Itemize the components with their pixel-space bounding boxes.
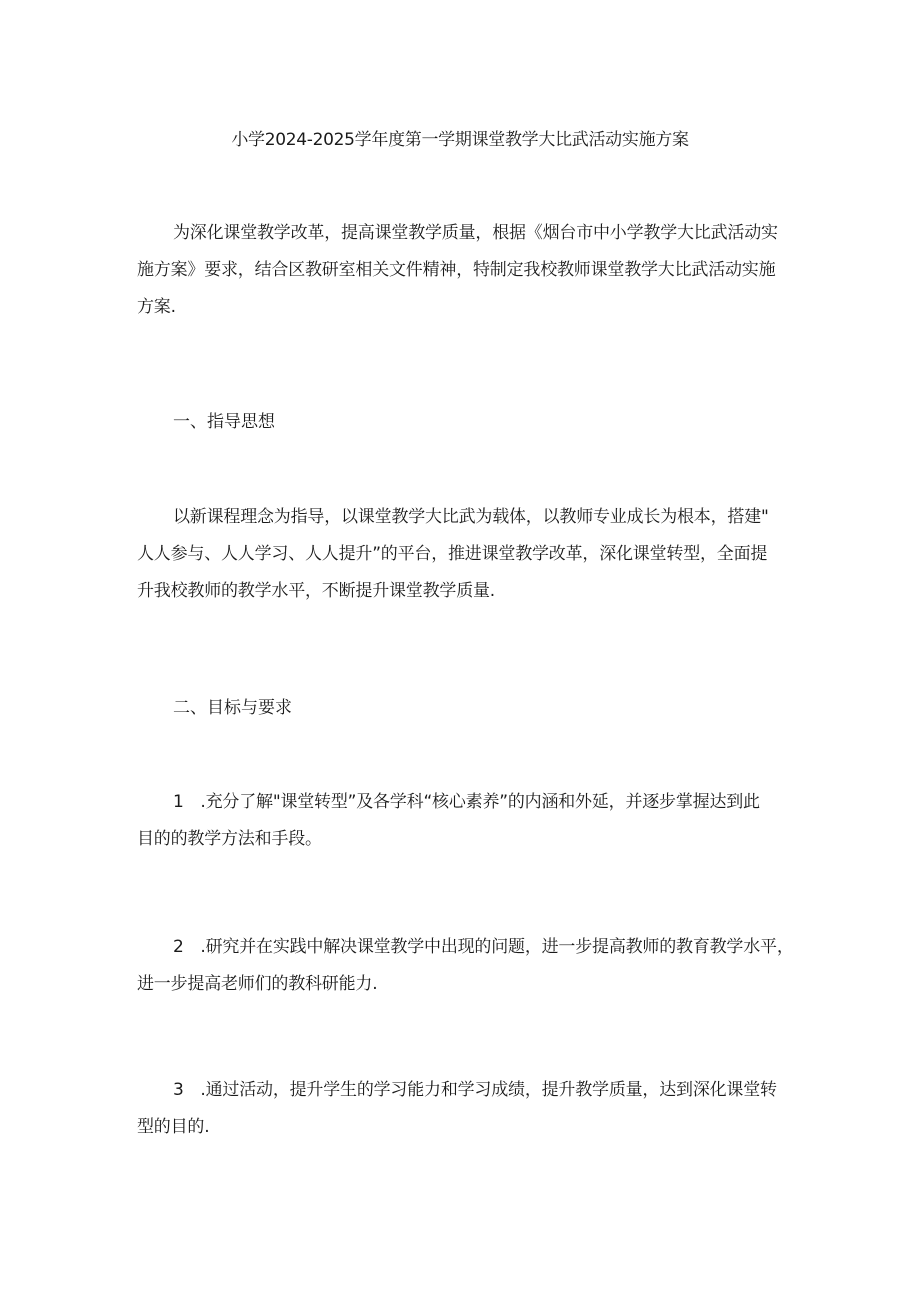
goal-item-2 (137, 929, 794, 1003)
intro-line: 方案. (137, 297, 176, 317)
paragraph-line: 以新课程理念为指导，以课堂教学大比武为载体，以教师专业成长为根本，搭建" (173, 507, 769, 527)
intro-paragraph (137, 215, 787, 326)
goal-item-3 (137, 1072, 787, 1146)
intro-line: 为深化课堂教学改革，提高课堂教学质量，根据《烟台市中小学教学大比武活动实 (173, 223, 778, 243)
paragraph-line: 升我校教师的教学水平，不断提升课堂教学质量. (137, 581, 496, 601)
list-item-line: 目的的教学方法和手段。 (137, 829, 322, 849)
list-item-line: 进一步提高老师们的教科研能力. (137, 974, 378, 994)
intro-line: 施方案》要求，结合区教研室相关文件精神，特制定我校教师课堂教学大比武活动实施 (137, 260, 776, 280)
section-heading-goals-requirements: 二、目标与要求 (173, 698, 292, 718)
list-item-line: 1 .充分了解"课堂转型”及各学科“核心素养”的内涵和外延，并逐步掌握达到此 (173, 792, 760, 812)
document-title: 小学2024-2025学年度第一学期课堂教学大比武活动实施方案 (231, 130, 689, 150)
paragraph-line: 人人参与、人人学习、人人提升”的平台，推进课堂教学改革，深化课堂转型，全面提 (137, 544, 768, 564)
section-heading-guiding-ideology: 一、指导思想 (173, 412, 275, 432)
guiding-ideology-paragraph (137, 499, 787, 610)
list-item-line: 3 .通过活动，提升学生的学习能力和学习成绩，提升教学质量，达到深化课堂转 (173, 1080, 777, 1100)
goal-item-1 (137, 784, 787, 858)
list-item-line: 2 .研究并在实践中解决课堂教学中出现的问题，进一步提高教师的教育教学水平， (173, 937, 794, 957)
list-item-line: 型的目的. (137, 1117, 210, 1137)
